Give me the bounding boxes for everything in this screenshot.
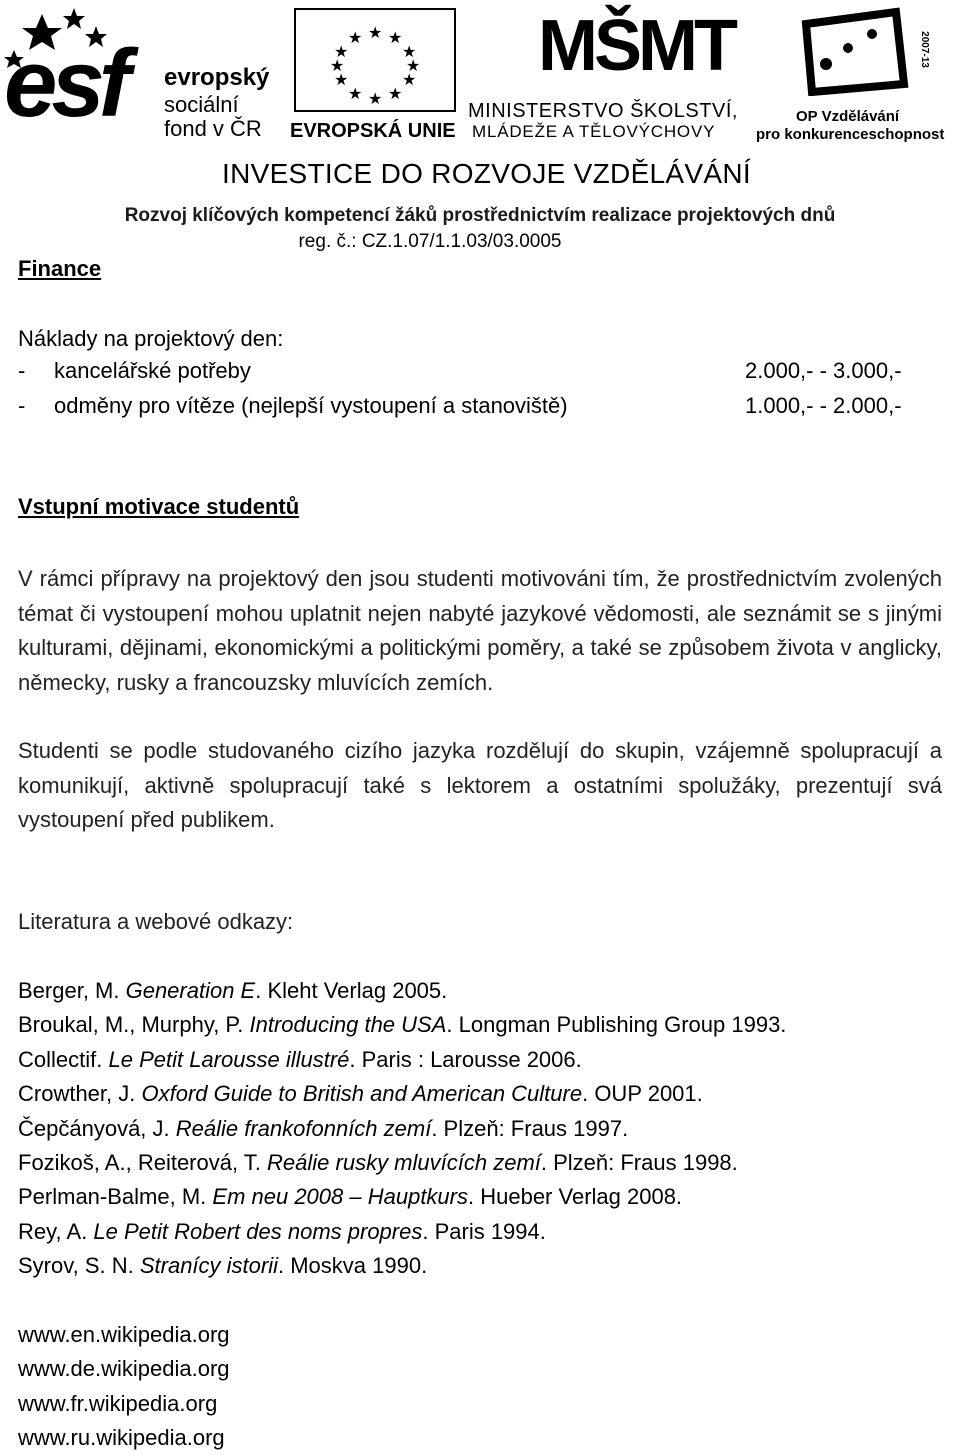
web-link-en[interactable]: www.en.wikipedia.org [18, 1322, 230, 1347]
lit-title: Reálie rusky mluvících zemí [267, 1150, 541, 1176]
lit-title: Introducing the USA [249, 1012, 447, 1038]
esf-line-3: fond v ČR [164, 116, 262, 141]
lit-author: Syrov, S. N. [18, 1253, 140, 1279]
lit-author: Čepčányová, J. [18, 1115, 176, 1141]
web-link-ru[interactable]: www.ru.wikipedia.org [18, 1425, 225, 1451]
cost-dash: - [18, 393, 26, 418]
msmt-line-2: MLÁDEŽE A TĚLOVÝCHOVY [472, 122, 716, 141]
list-item [18, 1043, 948, 1077]
web-link-fr[interactable]: www.fr.wikipedia.org [18, 1390, 218, 1416]
motivation-paragraph-1: V rámci přípravy na projektový den jsou studenti motivováni tím, že prostřednictvím zvolených témat či vystoupení mohou uplatnit nejen nabyté jazykové vědomosti, ale seznámit se s jinými kulturami, dějinami, ekonomickými a politickými poměry, a také se způsobem života v anglicky, německy, rusky a francouzsky mluvících zemích. [18, 566, 942, 695]
lit-author: Broukal, M., Murphy, P. [18, 1012, 250, 1038]
lit-author: Crowther, J. [18, 1081, 142, 1107]
lit-title: Stranícy istorii [139, 1253, 278, 1279]
lit-author: Rey, A. [18, 1218, 94, 1244]
web-links [18, 1318, 230, 1456]
svg-text:★: ★ [330, 56, 345, 75]
svg-text:★: ★ [348, 28, 363, 47]
project-reg-number: reg. č.: CZ.1.07/1.1.03/03.0005 [298, 231, 562, 252]
esf-line-1: evropský [164, 64, 270, 91]
eu-flag-icon [294, 8, 458, 113]
cost-item-prizes [18, 393, 938, 419]
list-item [18, 974, 948, 1008]
lit-title: Oxford Guide to British and American Culture [141, 1081, 583, 1107]
project-title: Rozvoj klíčových kompetencí žáků prostřednictvím realizace projektových dnů [124, 205, 836, 226]
eu-logo [290, 8, 460, 143]
msmt-line-1: MINISTERSTVO ŠKOLSTVÍ, [468, 100, 738, 122]
lit-rest: . OUP 2001. [582, 1081, 703, 1107]
lit-author: Fozikoš, A., Reiterová, T. [18, 1150, 268, 1176]
literature-list [18, 974, 948, 1284]
lit-author: Perlman-Balme, M. [18, 1184, 213, 1210]
finance-heading: Finance [18, 256, 102, 281]
lit-rest: . Hueber Verlag 2008. [468, 1184, 683, 1210]
cost-amount: 2.000,- - 3.000,- [745, 358, 902, 383]
list-item [18, 1215, 948, 1249]
finance-intro: Náklady na projektový den: [18, 326, 284, 351]
lit-title: Le Petit Robert des noms propres [93, 1218, 423, 1244]
cost-amount: 1.000,- - 2.000,- [745, 393, 902, 418]
lit-title: Generation E [125, 978, 256, 1003]
cost-label: odměny pro vítěze (nejlepší vystoupení a stanoviště) [54, 393, 568, 418]
svg-text:★: ★ [334, 70, 349, 89]
lit-author: Collectif. [18, 1046, 109, 1072]
lit-title: Reálie frankofonních zemí [175, 1115, 432, 1141]
cost-label: kancelářské potřeby [54, 358, 251, 383]
lit-rest: . Kleht Verlag 2005. [255, 978, 448, 1003]
op-logo-mark [786, 4, 926, 96]
list-item [18, 1249, 948, 1283]
list-item [18, 1112, 948, 1146]
op-line-1: OP Vzdělávání [796, 108, 900, 125]
web-link-de[interactable]: www.de.wikipedia.org [18, 1356, 230, 1382]
lit-rest: . Paris 1994. [422, 1218, 546, 1244]
lit-rest: . Paris : Larousse 2006. [349, 1046, 582, 1072]
svg-text:★: ★ [368, 23, 383, 42]
svg-text:★: ★ [334, 42, 349, 61]
esf-line-2: sociální [164, 92, 239, 117]
cost-dash: - [18, 358, 26, 383]
svg-text:★: ★ [388, 28, 403, 47]
esf-logo [4, 4, 284, 144]
lit-rest: . Plzeň: Fraus 1998. [540, 1150, 738, 1176]
svg-text:★: ★ [348, 84, 363, 103]
svg-text:★: ★ [388, 84, 403, 103]
lit-rest: . Moskva 1990. [278, 1253, 428, 1279]
cost-item-office-supplies [18, 358, 938, 384]
svg-text:★: ★ [402, 70, 417, 89]
lit-title: Em neu 2008 – Hauptkurs [212, 1184, 468, 1210]
investment-banner: INVESTICE DO ROZVOJE VZDĚLÁVÁNÍ [222, 158, 751, 189]
lit-author: Berger, M. [18, 978, 126, 1003]
list-item [18, 1008, 948, 1042]
msmt-letters: MŠMT [538, 6, 734, 86]
op-line-2: pro konkurenceschopnost [756, 126, 945, 143]
lit-rest: . Longman Publishing Group 1993. [446, 1012, 787, 1038]
list-item [18, 1077, 948, 1111]
svg-text:★: ★ [402, 42, 417, 61]
msmt-logo [468, 4, 748, 144]
list-item [18, 1146, 948, 1180]
lit-rest: . Plzeň: Fraus 1997. [431, 1115, 629, 1141]
svg-text:★: ★ [368, 89, 383, 108]
list-item [18, 1180, 948, 1214]
lit-title: Le Petit Larousse illustré [108, 1046, 350, 1072]
motivation-heading: Vstupní motivace studentů [18, 494, 300, 519]
literature-heading: Literatura a webové odkazy: [18, 909, 294, 934]
eu-label: EVROPSKÁ UNIE [290, 120, 456, 142]
op-logo [756, 4, 956, 144]
op-years: 2007-13 [918, 31, 930, 68]
svg-text:★: ★ [406, 56, 421, 75]
motivation-paragraph-2: Studenti se podle studovaného cizího jazyka rozdělují do skupin, vzájemně spolupracují a komunikují, aktivně spolupracují také s lektorem a ostatními spolužáky, prezentují svá vystoupení před publikem. [18, 738, 942, 832]
esf-letters: esf [4, 30, 125, 137]
